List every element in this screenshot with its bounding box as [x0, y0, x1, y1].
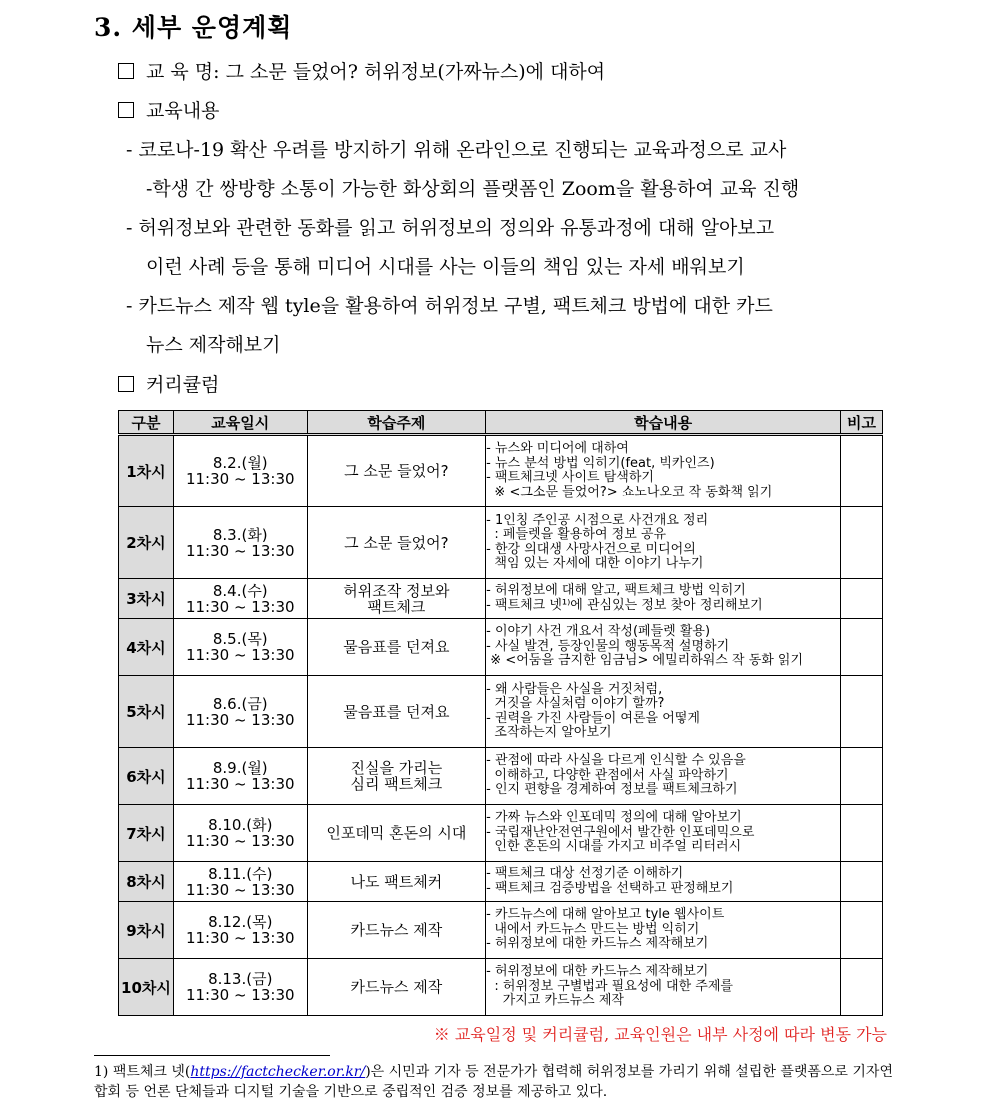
curriculum-table [118, 410, 883, 1016]
header-session: 구분 [119, 411, 174, 435]
content-cell [486, 902, 841, 959]
content-cell [486, 862, 841, 902]
content-line: - 카드뉴스 제작 웹 tyle을 활용하여 허위정보 구별, 팩트체크 방법에 대한 카드 [126, 295, 773, 317]
content-heading-row [118, 96, 219, 123]
session-cell: 6차시 [119, 748, 174, 805]
session-cell: 5차시 [119, 676, 174, 748]
note-cell [841, 619, 883, 676]
content-line: - 왜 사람들은 사실을 거짓처럼, [486, 681, 663, 697]
section-title: 3. 세부 운영계획 [94, 13, 293, 42]
session-cell: 3차시 [119, 579, 174, 619]
content-line: - 허위정보와 관련한 동화를 읽고 허위정보의 정의와 유통과정에 대해 알아보고 [126, 217, 775, 239]
time-text: 11:30 ~ 13:30 [185, 470, 295, 488]
table-body [119, 435, 883, 1016]
header-content: 학습내용 [486, 411, 841, 435]
content-line: - 허위정보에 대해 알고, 팩트체크 방법 익히기 [486, 583, 746, 598]
session-cell: 7차시 [119, 805, 174, 862]
session-cell: 10차시 [119, 959, 174, 1016]
content-line: 이해하고, 다양한 관점에서 사실 파악하기 [486, 767, 729, 783]
table-row [119, 902, 883, 959]
checkbox-square-icon [118, 376, 134, 392]
topic-text: 심리 팩트체크 [350, 775, 443, 793]
date-cell [173, 579, 307, 619]
footnote-number: 1) [94, 1064, 109, 1080]
content-cell [486, 579, 841, 619]
table-row [119, 676, 883, 748]
header-date: 교육일시 [173, 411, 307, 435]
content-line: ※ <어둠을 금지한 임금님> 에밀리하워스 작 동화 읽기 [486, 653, 804, 669]
session-cell: 9차시 [119, 902, 174, 959]
note-cell [841, 676, 883, 748]
topic-text: 허위조작 정보와 [343, 581, 450, 600]
date-text: 8.6.(금) [212, 694, 268, 713]
footnote-link[interactable]: https://factchecker.or.kr/ [190, 1064, 366, 1080]
topic-cell [307, 805, 486, 862]
topic-text: 그 소문 들었어? [344, 533, 449, 552]
content-line: 이런 사례 등을 통해 미디어 시대를 사는 이들의 책임 있는 자세 배워보기 [146, 256, 745, 278]
date-text: 8.5.(목) [212, 630, 268, 648]
table-header-row [119, 411, 883, 435]
content-line: - 가짜 뉴스와 인포데믹 정의에 대해 알아보기 [486, 810, 742, 826]
date-cell [173, 902, 307, 959]
date-cell [173, 959, 307, 1016]
note-cell [841, 902, 883, 959]
content-line: - 카드뉴스에 대해 알아보고 tyle 웹사이트 [486, 907, 725, 923]
date-cell [173, 676, 307, 748]
date-cell [173, 748, 307, 805]
header-note: 비고 [841, 411, 883, 435]
date-text: 8.12.(목) [208, 913, 273, 931]
content-line: - 권력을 가진 사람들이 여론을 어떻게 [486, 710, 700, 726]
content-line: - 1인칭 주인공 시점으로 사건개요 정리 [486, 512, 709, 528]
checkbox-square-icon [118, 102, 134, 118]
content-line: - 이야기 사건 개요서 작성(페들렛 활용) [486, 624, 711, 640]
content-line: ※ <그소문 들었어?> 쇼노나오코 작 동화책 읽기 [486, 484, 773, 500]
content-cell [486, 748, 841, 805]
content-line: 내에서 카드뉴스 만드는 방법 익히기 [486, 921, 700, 937]
date-cell [173, 507, 307, 579]
content-heading: 교육내용 [146, 100, 220, 122]
content-cell [486, 959, 841, 1016]
date-text: 8.9.(월) [212, 759, 268, 777]
course-name-row [118, 57, 605, 84]
note-cell [841, 579, 883, 619]
content-line: : 허위정보 구별법과 필요성에 대한 주제를 [486, 978, 733, 994]
checkbox-square-icon [118, 63, 134, 79]
content-line: 가지고 카드뉴스 제작 [486, 993, 624, 1009]
date-text: 8.13.(금) [208, 970, 273, 988]
topic-text: 물음표를 던져요 [343, 702, 450, 721]
topic-cell [307, 959, 486, 1016]
content-line: - 허위정보에 대한 카드뉴스 제작해보기 [486, 936, 709, 952]
topic-cell [307, 435, 486, 507]
time-text: 11:30 ~ 13:30 [185, 597, 295, 616]
content-line: - 인지 편향을 경계하여 정보를 팩트체크하기 [486, 782, 738, 798]
table-row [119, 805, 883, 862]
content-line: - 팩트체크 대상 선정기준 이해하기 [486, 866, 684, 881]
time-text: 11:30 ~ 13:30 [185, 710, 295, 729]
content-line: - 국립재난안전연구원에서 발간한 인포데믹으로 [486, 824, 755, 840]
course-name: 교 육 명: 그 소문 들었어? 허위정보(가짜뉴스)에 대하여 [146, 61, 606, 83]
content-line: - 뉴스 분석 방법 익히기(feat, 빅카인즈) [486, 455, 715, 471]
schedule-notice: ※ 교육일정 및 커리큘럼, 교육인원은 내부 사정에 따라 변동 가능 [433, 1025, 887, 1044]
topic-cell [307, 579, 486, 619]
topic-cell [307, 748, 486, 805]
topic-cell [307, 676, 486, 748]
date-cell [173, 805, 307, 862]
content-cell [486, 676, 841, 748]
content-line: : 페들렛을 활용하여 정보 공유 [486, 527, 667, 542]
content-line: 책임 있는 자세에 대한 이야기 나누기 [486, 556, 704, 571]
table-row [119, 579, 883, 619]
session-cell: 1차시 [119, 435, 174, 507]
topic-text: 팩트체크 [367, 597, 426, 616]
content-cell [486, 435, 841, 507]
topic-cell [307, 902, 486, 959]
content-line: - 한강 의대생 사망사건으로 미디어의 [486, 541, 696, 557]
date-text: 8.4.(수) [212, 581, 268, 600]
date-text: 8.10.(화) [208, 816, 273, 834]
header-topic: 학습주제 [307, 411, 486, 435]
table-row [119, 748, 883, 805]
content-line: - 허위정보에 대한 카드뉴스 제작해보기 [486, 964, 709, 980]
content-line: - 뉴스와 미디어에 대하여 [486, 441, 629, 456]
content-line: - 코로나-19 확산 우려를 방지하기 위해 온라인으로 진행되는 교육과정으로 교사 [126, 139, 787, 161]
table-row [119, 507, 883, 579]
date-text: 8.3.(화) [212, 525, 268, 544]
session-cell: 4차시 [119, 619, 174, 676]
note-cell [841, 959, 883, 1016]
date-text: 8.11.(수) [208, 864, 273, 883]
content-line: - 팩트체크넷 사이트 탐색하기 [486, 470, 654, 485]
content-line: 거짓을 사실처럼 이야기 할까? [486, 696, 665, 711]
content-line: 뉴스 제작해보기 [146, 334, 281, 356]
time-text: 11:30 ~ 13:30 [185, 986, 295, 1004]
time-text: 11:30 ~ 13:30 [185, 880, 295, 899]
time-text: 11:30 ~ 13:30 [185, 929, 295, 947]
note-cell [841, 805, 883, 862]
time-text: 11:30 ~ 13:30 [185, 646, 295, 664]
topic-text: 물음표를 던져요 [343, 638, 450, 656]
time-text: 11:30 ~ 13:30 [185, 832, 295, 850]
note-cell [841, 507, 883, 579]
table-row [119, 862, 883, 902]
topic-text: 카드뉴스 제작 [350, 921, 443, 939]
topic-text: 인포데믹 혼돈의 시대 [326, 824, 467, 842]
note-cell [841, 862, 883, 902]
content-line: - 팩트체크 넷¹⁾에 관심있는 정보 찾아 정리해보기 [486, 597, 763, 613]
content-cell [486, 507, 841, 579]
content-cell [486, 619, 841, 676]
content-line: 인한 혼돈의 시대를 가지고 비주얼 리터러시 [486, 839, 742, 855]
note-cell [841, 435, 883, 507]
content-line: -학생 간 쌍방향 소통이 가능한 화상회의 플랫폼인 Zoom을 활용하여 교육 진행 [146, 178, 800, 200]
topic-cell [307, 507, 486, 579]
footnote [94, 1062, 904, 1102]
topic-text: 그 소문 들었어? [344, 462, 449, 480]
content-line: - 사실 발견, 등장인물의 행동목적 설명하기 [486, 638, 730, 654]
topic-text: 카드뉴스 제작 [350, 978, 443, 996]
date-cell [173, 435, 307, 507]
date-text: 8.2.(월) [212, 454, 268, 472]
curriculum-heading-row [118, 370, 219, 397]
curriculum-heading: 커리큘럼 [146, 374, 220, 396]
table-row [119, 619, 883, 676]
session-cell: 8차시 [119, 862, 174, 902]
content-line: 조작하는지 알아보기 [486, 725, 612, 740]
time-text: 11:30 ~ 13:30 [185, 541, 295, 560]
content-line: - 관점에 따라 사실을 다르게 인식할 수 있음을 [486, 753, 746, 769]
time-text: 11:30 ~ 13:30 [185, 775, 295, 793]
footnote-prefix: 팩트체크 넷( [112, 1064, 191, 1080]
date-cell [173, 862, 307, 902]
topic-cell [307, 862, 486, 902]
session-cell: 2차시 [119, 507, 174, 579]
topic-text: 진실을 가리는 [350, 759, 443, 777]
topic-cell [307, 619, 486, 676]
content-line: - 팩트체크 검증방법을 선택하고 판정해보기 [486, 880, 734, 896]
content-cell [486, 805, 841, 862]
topic-text: 나도 팩트체커 [350, 872, 443, 891]
footnote-divider [94, 1055, 330, 1056]
date-cell [173, 619, 307, 676]
table-row [119, 435, 883, 507]
table-row [119, 959, 883, 1016]
footnote-text: )은 시민과 기자 등 전문가가 협력해 허위정보를 가리기 위해 설립한 플랫폼으로 기자연합회 등 언론 단체들과 디지털 기술을 기반으로 중립적인 검증 정보를 제공하고 있다. [94, 1064, 893, 1100]
note-cell [841, 748, 883, 805]
